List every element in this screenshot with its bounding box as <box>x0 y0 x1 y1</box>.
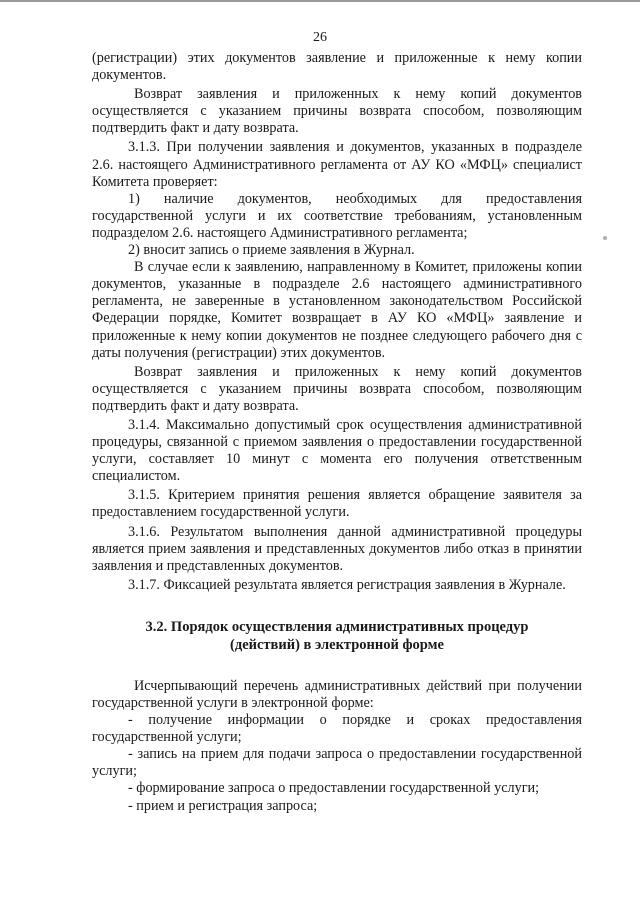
paragraph-3-1-7: 3.1.7. Фиксацией результата является регистрация заявления в Журнале. <box>128 576 566 593</box>
paragraph-continuation: (регистрации) этих документов заявление и приложенные к нему копии документов. <box>92 50 582 84</box>
list-item: - формирование запроса о предоставлении государственной услуги; <box>128 780 540 797</box>
scan-speck <box>603 236 607 240</box>
list-item: - получение информации о порядке и сроках предоставления государственной услуги; <box>92 712 582 746</box>
list-item: - прием и регистрация запроса; <box>128 797 318 814</box>
page-number: 26 <box>313 30 327 45</box>
paragraph-3-1-3: 3.1.3. При получении заявления и документов, указанных в подразделе 2.6. настоящего Административного регламента от АУ КО «МФЦ» специалист Комитета проверяет: <box>92 139 582 190</box>
paragraph-3-1-5: 3.1.5. Критерием принятия решения является обращение заявителя за предоставлением государственной услуги. <box>92 487 582 521</box>
paragraph-check-item-2: 2) вносит запись о приеме заявления в Журнал. <box>128 242 415 259</box>
document-body <box>92 50 582 815</box>
paragraph-uncertified-copies: В случае если к заявлению, направленному в Комитет, приложены копии документов, указанные в подразделе 2.6 настоящего административного регламента, не заверенные в установленном законодательством Российской Федерации порядке, Комитет возвращает в АУ КО «МФЦ» заявление и приложенные к нему копии документов не позднее следующего рабочего дня с даты получения (регистрации) этих документов. <box>92 259 582 361</box>
section-heading-line-2: (действий) в электронной форме <box>230 636 444 653</box>
top-border-line <box>0 0 640 2</box>
list-intro: Исчерпывающий перечень административных действий при получении государственной услуги в электронной форме: <box>92 677 582 711</box>
list-item: - запись на прием для подачи запроса о предоставлении государственной услуги; <box>92 746 582 780</box>
section-heading-line-1: 3.2. Порядок осуществления административных процедур <box>145 618 529 635</box>
paragraph-3-1-4: 3.1.4. Максимально допустимый срок осуществления административной процедуры, связанной с приемом заявления о предоставлении государственной услуги, составляет 10 минут с момента его получения ответственным специалистом. <box>92 416 582 485</box>
section-heading-3-2 <box>92 618 582 654</box>
paragraph-return-2: Возврат заявления и приложенных к нему копий документов осуществляется с указанием причины возврата способом, позволяющим подтвердить факт и дату возврата. <box>92 363 582 414</box>
paragraph-check-item-1: 1) наличие документов, необходимых для предоставления государственной услуги и их соответствие требованиям, установленным подразделом 2.6. настоящего Административного регламента; <box>92 190 582 241</box>
paragraph-return-1: Возврат заявления и приложенных к нему копий документов осуществляется с указанием причины возврата способом, позволяющим подтвердить факт и дату возврата. <box>92 86 582 137</box>
paragraph-3-1-6: 3.1.6. Результатом выполнения данной административной процедуры является прием заявления и представленных документов либо отказ в принятии заявления и представленных документов. <box>92 523 582 574</box>
